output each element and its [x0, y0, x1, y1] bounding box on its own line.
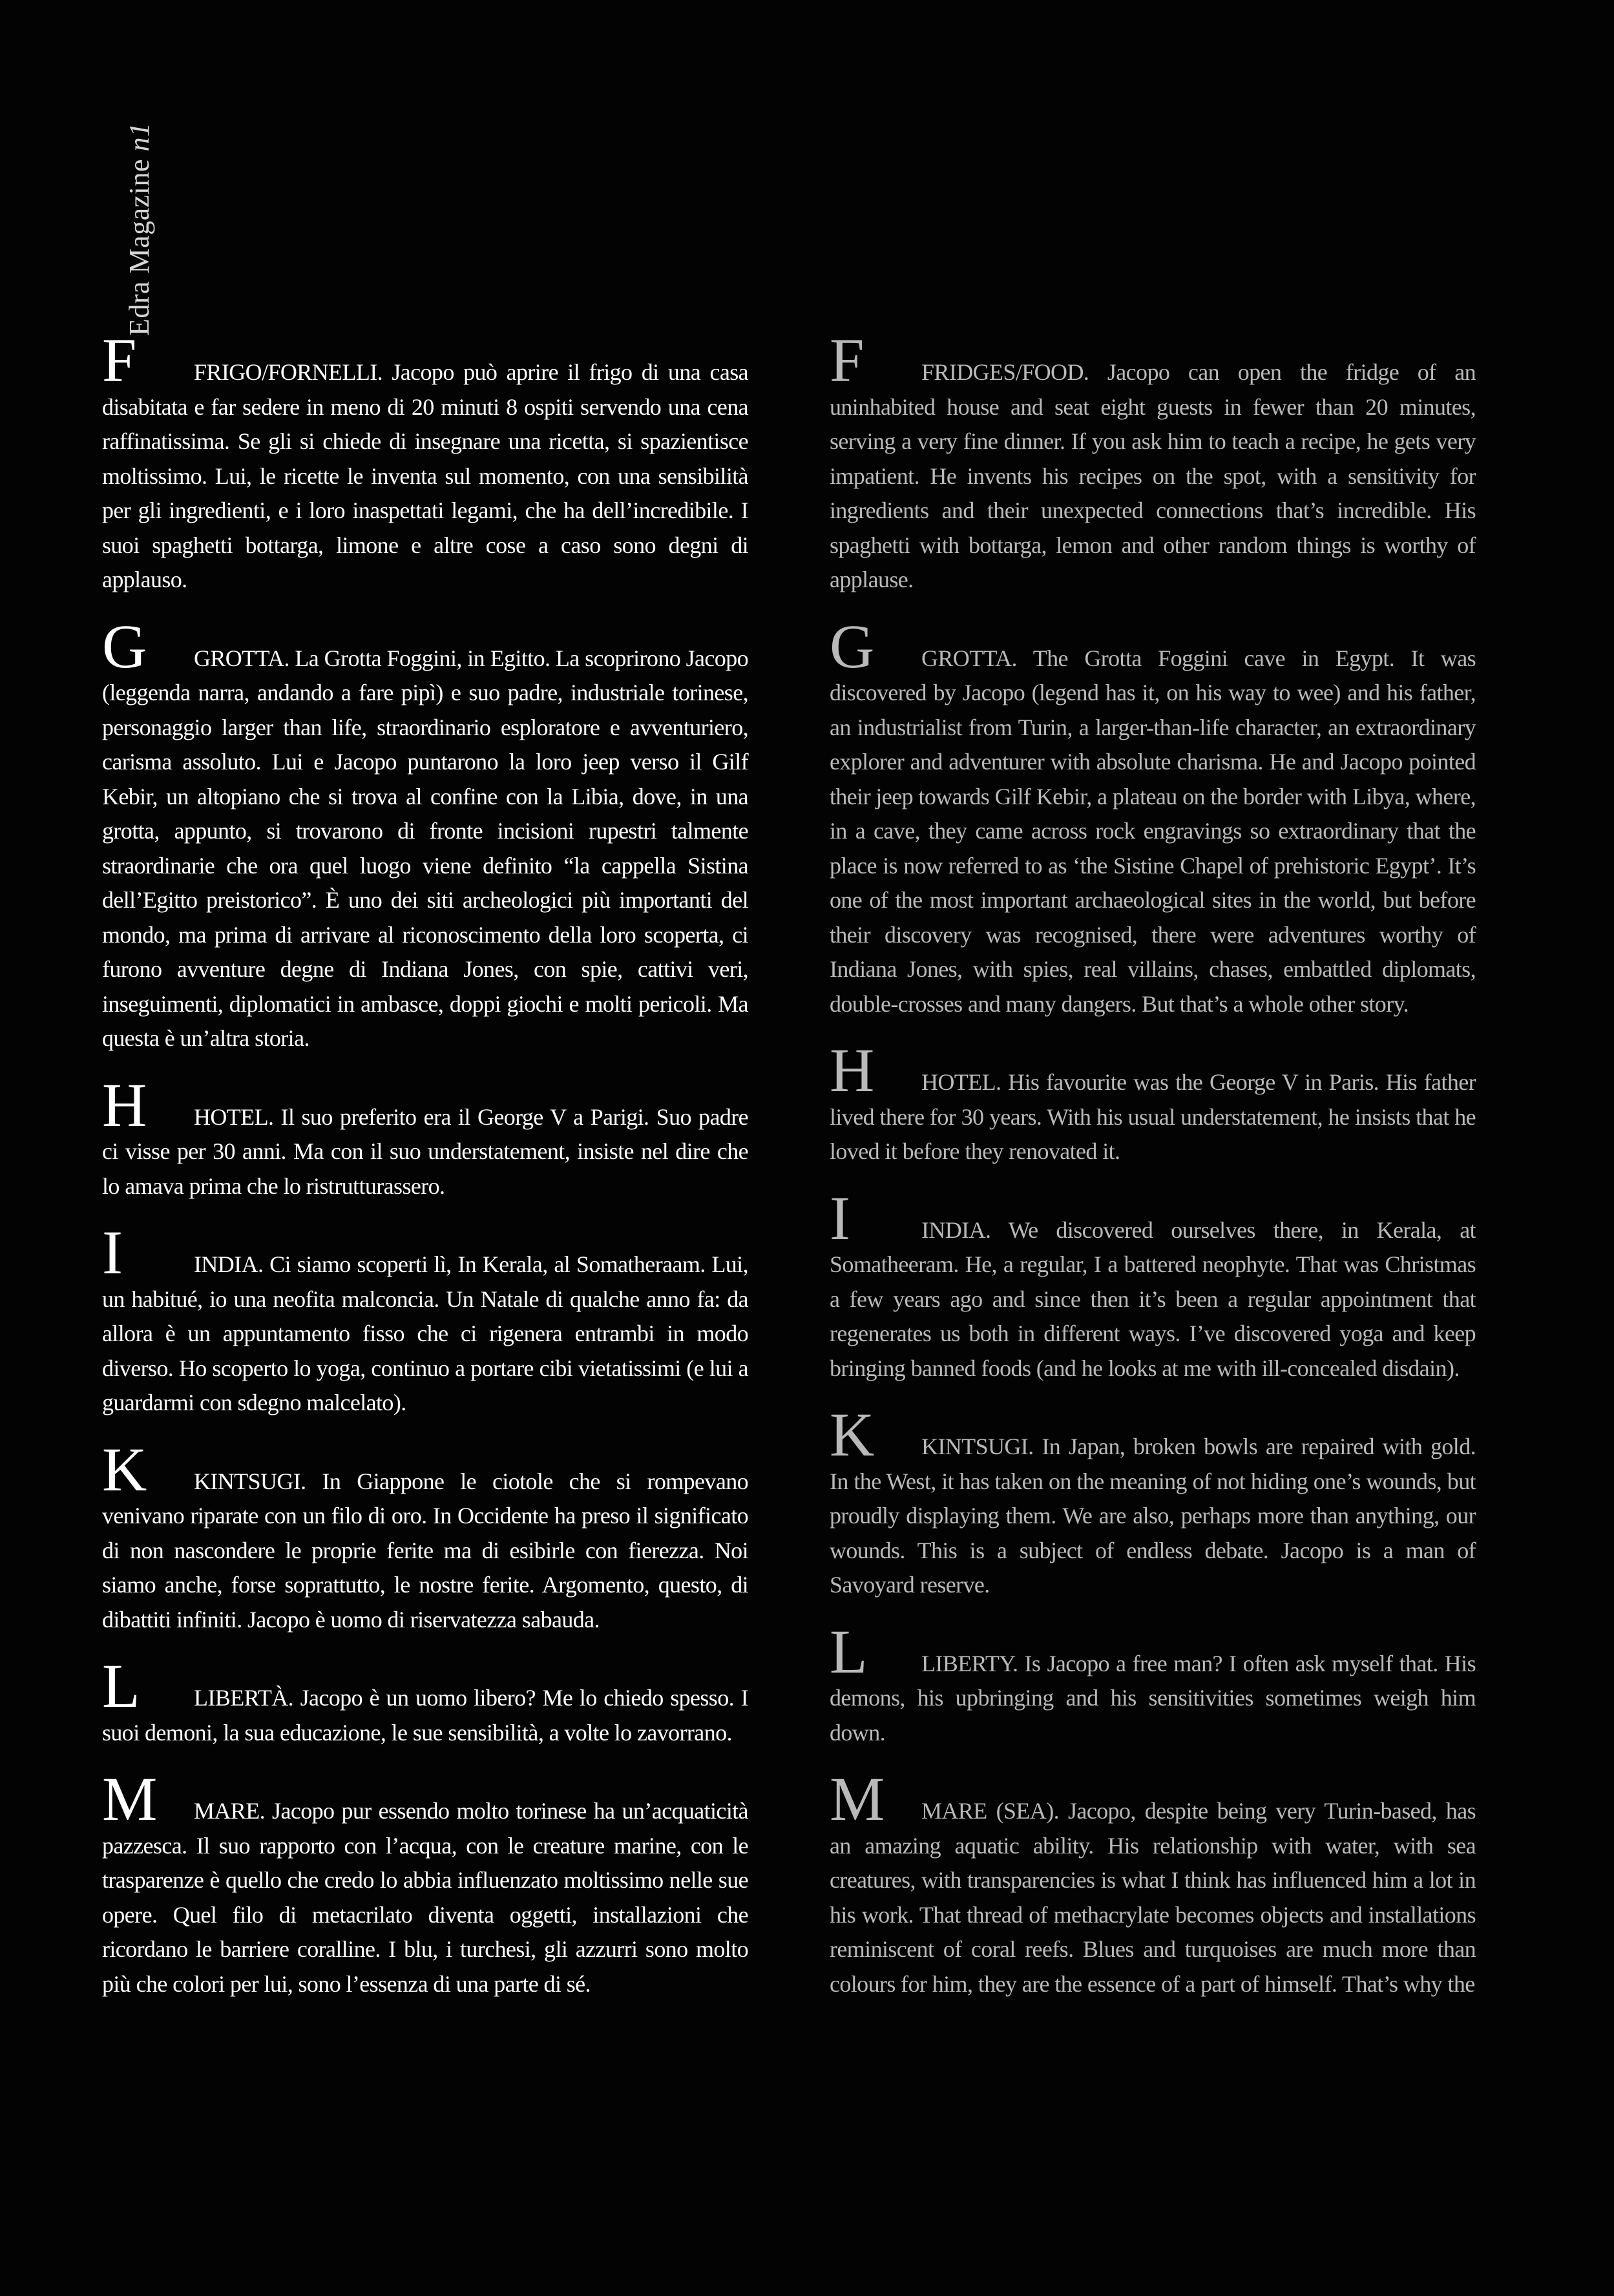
magazine-name: Edra Magazine: [123, 158, 155, 336]
drop-letter: M: [830, 1764, 885, 1833]
entry-text: INDIA. We discovered ourselves there, in Kerala, at Somatheeram. He, a regular, I a battered neophyte. That was Christmas a few years ago and since then it’s been a regular appointment that regenerates us both in different ways. I’ve discovered yoga and keep bringing banned foods (and he looks at me with ill-concealed disdain).: [830, 1216, 1476, 1381]
entry-g-en: [830, 611, 1476, 1022]
entry-text: LIBERTY. Is Jacopo a free man? I often ask myself that. His demons, his upbringing and his sensitivities sometimes weigh him down.: [830, 1650, 1476, 1746]
italian-column: [102, 326, 748, 2032]
entry-text: KINTSUGI. In Japan, broken bowls are repaired with gold. In the West, it has taken on the meaning of not hiding one’s wounds, but proudly displaying them. We are also, perhaps more than anything, our wounds. This is a subject of endless debate. Jacopo is a man of Savoyard reserve.: [830, 1434, 1476, 1598]
magazine-title: [123, 122, 156, 336]
entry-k-en: [830, 1400, 1476, 1603]
drop-letter: I: [102, 1218, 123, 1287]
drop-letter: K: [830, 1400, 875, 1469]
drop-letter: L: [830, 1616, 868, 1686]
drop-letter: F: [830, 326, 865, 395]
entry-l-en: [830, 1616, 1476, 1751]
entry-text: FRIGO/FORNELLI. Jacopo può aprire il frigo di una casa disabitata e far sedere in meno di 20 minuti 8 ospiti servendo una cena raffinatissima. Se gli si chiede di insegnare una ricetta, si spazientisce moltissimo. Lui, le ricette le inventa sul momento, con una sensibilità per gli ingredienti, e i loro inaspettati legami, che ha dell’incredibile. I suoi spaghetti bottarga, limone e altre cose a caso sono degni di applauso.: [102, 359, 748, 592]
drop-letter: K: [102, 1434, 147, 1504]
entry-f-en: [830, 326, 1476, 598]
entry-m-en: [830, 1764, 1476, 2001]
drop-letter: M: [102, 1764, 158, 1833]
magazine-issue: n1: [123, 122, 155, 152]
drop-letter: F: [102, 326, 137, 395]
entry-text: GROTTA. The Grotta Foggini cave in Egypt. It was discovered by Jacopo (legend has it, on his way to wee) and his father, an industrialist from Turin, a larger-than-life character, an extraordinary explorer and adventurer with absolute charisma. He and Jacopo pointed their jeep towards Gilf Kebir, a plateau on the border with Libya, where, in a cave, they came across rock engravings so extraordinary that the place is now referred to as ‘the Sistine Chapel of prehistoric Egypt’. It’s one of the most important archaeological sites in the world, but before their discovery was recognised, there were adventures worthy of Indiana Jones, with spies, real villains, chases, embattled diplomats, double-crosses and many dangers. But that’s a whole other story.: [830, 645, 1476, 1017]
entry-k-it: [102, 1434, 748, 1638]
drop-letter: H: [830, 1036, 875, 1105]
entry-g-it: [102, 611, 748, 1056]
entry-text: HOTEL. His favourite was the George V in Paris. His father lived there for 30 years. With his usual understatement, he insists that he loved it before they renovated it.: [830, 1069, 1476, 1164]
drop-letter: G: [830, 611, 875, 681]
drop-letter: I: [830, 1183, 850, 1253]
entry-i-it: [102, 1218, 748, 1421]
entry-m-it: [102, 1764, 748, 2001]
drop-letter: L: [102, 1651, 140, 1720]
entry-text: INDIA. Ci siamo scoperti lì, In Kerala, al Somatheraam. Lui, un habitué, io una neofita malconcia. Un Natale di qualche anno fa: da allora è un appuntamento fisso che ci rigenera entrambi in modo diverso. Ho scoperto lo yoga, continuo a portare cibi vietatissimi (e lui a guardarmi con sdegno malcelato).: [102, 1251, 748, 1415]
entry-h-it: [102, 1070, 748, 1204]
entry-text: GROTTA. La Grotta Foggini, in Egitto. La scoprirono Jacopo (leggenda narra, andando a fare pipì) e suo padre, industriale torinese, personaggio larger than life, straordinario esploratore e avventuriero, carisma assoluto. Lui e Jacopo puntarono la loro jeep verso il Gilf Kebir, un altopiano che si trova al confine con la Libia, dove, in una grotta, appunto, si trovarono di fronte incisioni rupestri talmente straordinarie che ora quel luogo viene definito “la cappella Sistina dell’Egitto preistorico”. È uno dei siti archeologici più importanti del mondo, ma prima di arrivare al riconoscimento della loro scoperta, ci furono avventure degne di Indiana Jones, con spie, cattivi veri, inseguimenti, diplomatici in ambasce, doppi giochi e molti pericoli. Ma questa è un’altra storia.: [102, 645, 748, 1051]
entry-l-it: [102, 1651, 748, 1750]
drop-letter: H: [102, 1070, 147, 1140]
english-column: [830, 326, 1476, 2032]
entry-f-it: [102, 326, 748, 598]
entry-text: FRIDGES/FOOD. Jacopo can open the fridge of an uninhabited house and seat eight guests in fewer than 20 minutes, serving a very fine dinner. If you ask him to teach a recipe, he gets very impatient. He invents his recipes on the spot, with a sensitivity for ingredients and their unexpected connections that’s incredible. His spaghetti with bottarga, lemon and other random things is worthy of applause.: [830, 359, 1476, 592]
entry-text: LIBERTÀ. Jacopo è un uomo libero? Me lo chiedo spesso. I suoi demoni, la sua educazione, le sue sensibilità, a volte lo zavorrano.: [102, 1685, 748, 1746]
entry-text: KINTSUGI. In Giappone le ciotole che si rompevano venivano riparate con un filo di oro. In Occidente ha preso il significato di non nascondere le proprie ferite ma di esibirle con fierezza. Noi siamo anche, forse soprattutto, le nostre ferite. Argomento, questo, di dibattiti infiniti. Jacopo è uomo di riservatezza sabauda.: [102, 1468, 748, 1633]
drop-letter: G: [102, 611, 147, 681]
entry-text: MARE (SEA). Jacopo, despite being very Turin-based, has an amazing aquatic ability. His relationship with water, with sea creatures, with transparencies is what I think has influenced him a lot in his work. That thread of methacrylate becomes objects and installations reminiscent of coral reefs. Blues and turquoises are much more than colours for him, they are the essence of a part of himself. That’s why the: [830, 1798, 1476, 1997]
entry-text: HOTEL. Il suo preferito era il George V a Parigi. Suo padre ci visse per 30 anni. Ma con il suo understatement, insiste nel dire che lo amava prima che lo ristrutturassero.: [102, 1103, 748, 1199]
entry-i-en: [830, 1183, 1476, 1386]
entry-text: MARE. Jacopo pur essendo molto torinese ha un’acquaticità pazzesca. Il suo rapporto con l’acqua, con le creature marine, con le trasparenze è quello che credo lo abbia influenzato moltissimo nelle sue opere. Quel filo di metacrilato diventa oggetti, installazioni che ricordano le barriere coralline. I blu, i turchesi, gli azzurri sono molto più che colori per lui, sono l’essenza di una parte di sé.: [102, 1798, 748, 1997]
entry-h-en: [830, 1036, 1476, 1169]
